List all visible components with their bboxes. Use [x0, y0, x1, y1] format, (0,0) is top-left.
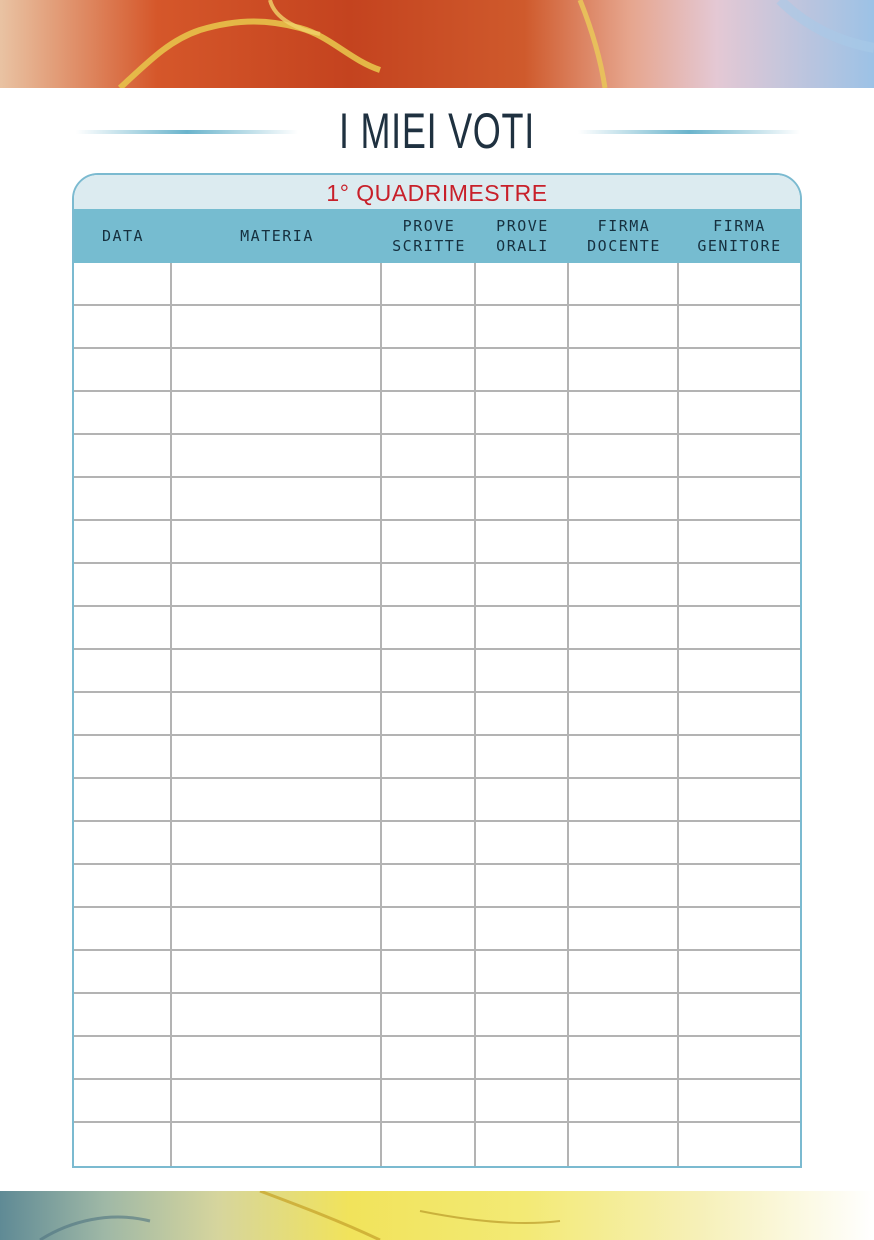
cell-firma-docente[interactable]: [569, 908, 679, 949]
table-body: [74, 263, 800, 1166]
cell-prove-orali[interactable]: [476, 564, 569, 605]
cell-prove-scritte[interactable]: [382, 478, 476, 519]
term-heading: 1° QUADRIMESTRE: [74, 175, 800, 209]
cell-materia[interactable]: [172, 779, 382, 820]
cell-firma-docente[interactable]: [569, 994, 679, 1035]
table-row: [74, 994, 800, 1037]
cell-firma-genitore[interactable]: [679, 263, 800, 304]
cell-firma-docente[interactable]: [569, 822, 679, 863]
column-header-prove-scritte: PROVE SCRITTE: [392, 217, 466, 255]
cell-firma-genitore[interactable]: [679, 306, 800, 347]
cell-data[interactable]: [74, 607, 172, 648]
table-row: [74, 607, 800, 650]
cell-materia[interactable]: [172, 607, 382, 648]
cell-firma-docente[interactable]: [569, 951, 679, 992]
cell-firma-genitore[interactable]: [679, 994, 800, 1035]
cell-data[interactable]: [74, 435, 172, 476]
cell-firma-docente[interactable]: [569, 392, 679, 433]
cell-firma-docente[interactable]: [569, 865, 679, 906]
table-row: [74, 1080, 800, 1123]
column-header-data: DATA: [101, 227, 145, 245]
cell-prove-orali[interactable]: [476, 607, 569, 648]
column-header-prove-orali: PROVE ORALI: [496, 217, 549, 255]
gold-vein-decoration: [0, 0, 874, 88]
cell-firma-genitore[interactable]: [679, 1080, 800, 1121]
cell-materia[interactable]: [172, 349, 382, 390]
cell-firma-genitore[interactable]: [679, 650, 800, 691]
cell-firma-genitore[interactable]: [679, 564, 800, 605]
cell-firma-genitore[interactable]: [679, 908, 800, 949]
cell-prove-orali[interactable]: [476, 693, 569, 734]
table-row: [74, 1123, 800, 1166]
cell-firma-genitore[interactable]: [679, 1037, 800, 1078]
cell-data[interactable]: [74, 306, 172, 347]
cell-materia[interactable]: [172, 306, 382, 347]
cell-firma-genitore[interactable]: [679, 822, 800, 863]
cell-firma-genitore[interactable]: [679, 521, 800, 562]
table-row: [74, 306, 800, 349]
cell-prove-scritte[interactable]: [382, 994, 476, 1035]
cell-prove-orali[interactable]: [476, 650, 569, 691]
cell-materia[interactable]: [172, 865, 382, 906]
cell-firma-docente[interactable]: [569, 521, 679, 562]
cell-data[interactable]: [74, 650, 172, 691]
cell-prove-orali[interactable]: [476, 1080, 569, 1121]
gold-vein-decoration-bottom: [0, 1191, 874, 1240]
table-row: [74, 521, 800, 564]
cell-firma-docente[interactable]: [569, 650, 679, 691]
cell-data[interactable]: [74, 478, 172, 519]
cell-data[interactable]: [74, 693, 172, 734]
cell-data[interactable]: [74, 736, 172, 777]
cell-data[interactable]: [74, 779, 172, 820]
cell-materia[interactable]: [172, 951, 382, 992]
cell-firma-docente[interactable]: [569, 1123, 679, 1166]
table-row: [74, 564, 800, 607]
cell-firma-genitore[interactable]: [679, 779, 800, 820]
watercolor-banner-top: [0, 0, 874, 88]
cell-prove-scritte[interactable]: [382, 1080, 476, 1121]
cell-materia[interactable]: [172, 994, 382, 1035]
table-row: [74, 435, 800, 478]
table-row: [74, 1037, 800, 1080]
table-row: [74, 349, 800, 392]
table-row: [74, 779, 800, 822]
cell-data[interactable]: [74, 1080, 172, 1121]
table-row: [74, 478, 800, 521]
cell-firma-genitore[interactable]: [679, 693, 800, 734]
cell-prove-scritte[interactable]: [382, 951, 476, 992]
cell-firma-docente[interactable]: [569, 736, 679, 777]
table-row: [74, 822, 800, 865]
cell-materia[interactable]: [172, 693, 382, 734]
cell-prove-orali[interactable]: [476, 392, 569, 433]
cell-materia[interactable]: [172, 908, 382, 949]
cell-prove-orali[interactable]: [476, 521, 569, 562]
cell-prove-orali[interactable]: [476, 951, 569, 992]
column-header-firma-genitore: FIRMA GENITORE: [697, 217, 782, 255]
cell-materia[interactable]: [172, 1037, 382, 1078]
cell-prove-scritte[interactable]: [382, 392, 476, 433]
cell-prove-orali[interactable]: [476, 306, 569, 347]
cell-materia[interactable]: [172, 263, 382, 304]
cell-materia[interactable]: [172, 1080, 382, 1121]
cell-prove-scritte[interactable]: [382, 306, 476, 347]
cell-firma-docente[interactable]: [569, 1080, 679, 1121]
cell-materia[interactable]: [172, 478, 382, 519]
cell-data[interactable]: [74, 994, 172, 1035]
cell-prove-orali[interactable]: [476, 263, 569, 304]
cell-firma-genitore[interactable]: [679, 951, 800, 992]
cell-data[interactable]: [74, 822, 172, 863]
cell-prove-orali[interactable]: [476, 435, 569, 476]
cell-firma-docente[interactable]: [569, 478, 679, 519]
cell-materia[interactable]: [172, 822, 382, 863]
cell-prove-orali[interactable]: [476, 908, 569, 949]
cell-prove-scritte[interactable]: [382, 435, 476, 476]
column-header-materia: MATERIA: [240, 227, 314, 245]
cell-firma-docente[interactable]: [569, 779, 679, 820]
cell-data[interactable]: [74, 564, 172, 605]
cell-materia[interactable]: [172, 736, 382, 777]
cell-materia[interactable]: [172, 1123, 382, 1166]
cell-data[interactable]: [74, 392, 172, 433]
table-row: [74, 865, 800, 908]
cell-firma-docente[interactable]: [569, 349, 679, 390]
page-header: [0, 100, 874, 164]
table-row: [74, 650, 800, 693]
cell-prove-scritte[interactable]: [382, 1123, 476, 1166]
cell-materia[interactable]: [172, 650, 382, 691]
cell-prove-scritte[interactable]: [382, 822, 476, 863]
cell-materia[interactable]: [172, 521, 382, 562]
cell-prove-scritte[interactable]: [382, 736, 476, 777]
cell-firma-docente[interactable]: [569, 1037, 679, 1078]
cell-materia[interactable]: [172, 564, 382, 605]
cell-prove-orali[interactable]: [476, 349, 569, 390]
cell-firma-docente[interactable]: [569, 306, 679, 347]
cell-prove-scritte[interactable]: [382, 564, 476, 605]
cell-prove-scritte[interactable]: [382, 263, 476, 304]
cell-data[interactable]: [74, 865, 172, 906]
table-header-row: [74, 209, 800, 263]
cell-prove-scritte[interactable]: [382, 521, 476, 562]
cell-firma-genitore[interactable]: [679, 478, 800, 519]
cell-prove-scritte[interactable]: [382, 865, 476, 906]
cell-prove-orali[interactable]: [476, 865, 569, 906]
cell-prove-orali[interactable]: [476, 1123, 569, 1166]
cell-prove-scritte[interactable]: [382, 650, 476, 691]
page-title: I MIEI VOTI: [339, 103, 535, 159]
table-row: [74, 392, 800, 435]
cell-firma-docente[interactable]: [569, 607, 679, 648]
title-rule-right: [578, 130, 800, 134]
cell-prove-orali[interactable]: [476, 1037, 569, 1078]
grades-table: [72, 173, 802, 1168]
cell-prove-orali[interactable]: [476, 478, 569, 519]
cell-firma-genitore[interactable]: [679, 607, 800, 648]
cell-data[interactable]: [74, 1037, 172, 1078]
cell-firma-genitore[interactable]: [679, 349, 800, 390]
column-header-firma-docente: FIRMA DOCENTE: [587, 217, 661, 255]
cell-data[interactable]: [74, 521, 172, 562]
table-row: [74, 736, 800, 779]
cell-firma-genitore[interactable]: [679, 392, 800, 433]
cell-prove-orali[interactable]: [476, 736, 569, 777]
cell-prove-scritte[interactable]: [382, 1037, 476, 1078]
cell-firma-genitore[interactable]: [679, 1123, 800, 1166]
cell-firma-docente[interactable]: [569, 263, 679, 304]
cell-data[interactable]: [74, 951, 172, 992]
cell-prove-orali[interactable]: [476, 822, 569, 863]
cell-prove-scritte[interactable]: [382, 779, 476, 820]
table-row: [74, 263, 800, 306]
cell-data[interactable]: [74, 263, 172, 304]
cell-firma-docente[interactable]: [569, 693, 679, 734]
cell-firma-docente[interactable]: [569, 435, 679, 476]
cell-firma-genitore[interactable]: [679, 435, 800, 476]
cell-firma-genitore[interactable]: [679, 736, 800, 777]
cell-prove-scritte[interactable]: [382, 607, 476, 648]
cell-prove-scritte[interactable]: [382, 693, 476, 734]
cell-materia[interactable]: [172, 392, 382, 433]
cell-prove-orali[interactable]: [476, 779, 569, 820]
table-row: [74, 908, 800, 951]
cell-prove-scritte[interactable]: [382, 908, 476, 949]
cell-data[interactable]: [74, 349, 172, 390]
watercolor-banner-bottom: [0, 1191, 874, 1240]
cell-firma-docente[interactable]: [569, 564, 679, 605]
table-row: [74, 951, 800, 994]
cell-prove-scritte[interactable]: [382, 349, 476, 390]
cell-data[interactable]: [74, 1123, 172, 1166]
cell-data[interactable]: [74, 908, 172, 949]
cell-prove-orali[interactable]: [476, 994, 569, 1035]
cell-materia[interactable]: [172, 435, 382, 476]
table-row: [74, 693, 800, 736]
cell-firma-genitore[interactable]: [679, 865, 800, 906]
